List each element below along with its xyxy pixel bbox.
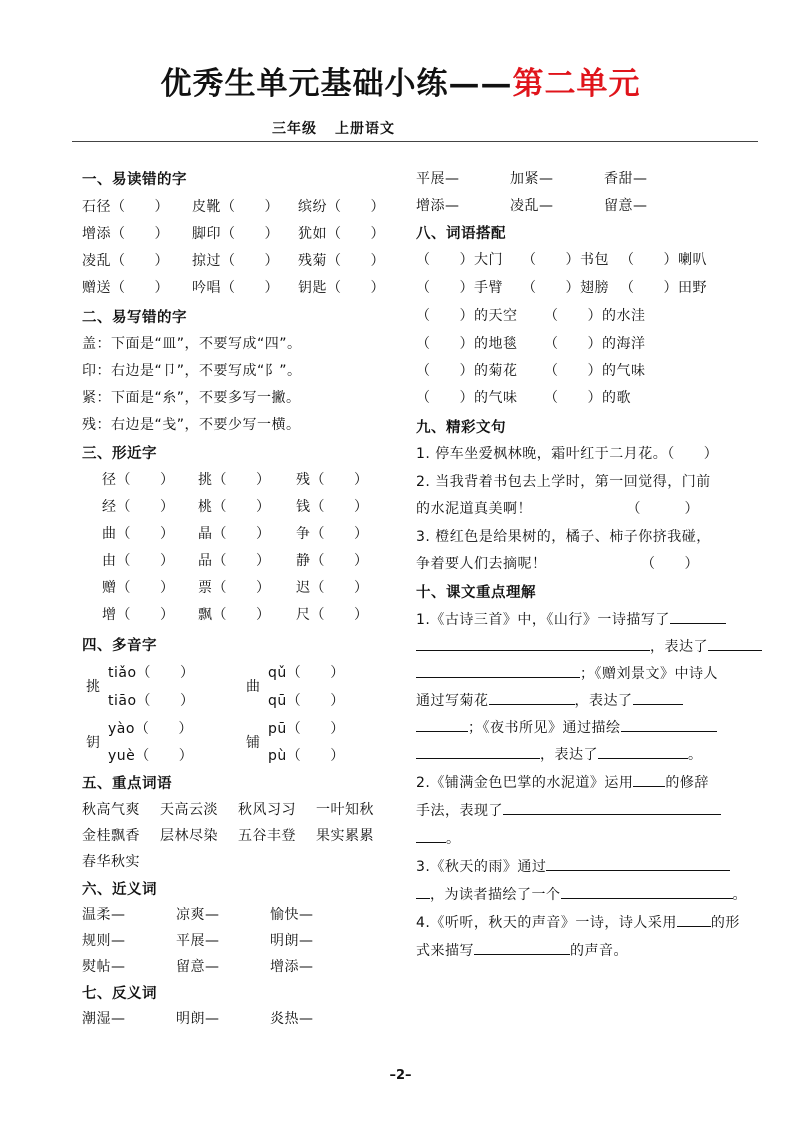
pinyin-item: pù（ ） — [268, 748, 345, 764]
polyphone-char: 钥 — [86, 735, 101, 751]
synonym-item: 增添— — [270, 959, 314, 975]
sentence-line: 2. 当我背着书包去上学时，第一回觉得，门前 — [416, 474, 711, 490]
char-item: 经（ ） — [102, 499, 175, 515]
pinyin-item: pū（ ） — [268, 721, 345, 737]
word-item: 残菊（ ） — [298, 253, 385, 269]
char-item: 桃（ ） — [198, 499, 271, 515]
pinyin-item: qǔ（ ） — [268, 665, 345, 681]
question-line: 手法，表现了 — [416, 800, 721, 820]
question-line: ；《赠刘景文》中诗人 — [416, 663, 718, 683]
sentence-line: 争着要人们去摘呢！ （ ） — [416, 556, 699, 572]
phrase-item: 春华秋实 — [82, 854, 140, 870]
word-item: 赠送（ ） — [82, 280, 169, 296]
question-line: 3.《秋天的雨》通过 — [416, 856, 730, 876]
phrase-item: 秋风习习 — [238, 802, 296, 818]
page-title: 优秀生单元基础小练——第二单元 — [160, 66, 641, 102]
synonym-item: 愉快— — [270, 907, 314, 923]
question-line: 。 — [416, 828, 461, 848]
word-item: 皮靴（ ） — [192, 199, 279, 215]
antonym-item: 增添— — [416, 198, 460, 214]
pinyin-item: yào（ ） — [108, 721, 193, 737]
section-heading: 三、形近字 — [82, 446, 157, 462]
section-heading: 六、近义词 — [82, 882, 157, 898]
collocation-item: （ ）书包 — [522, 252, 609, 268]
question-line: 1.《古诗三首》中，《山行》一诗描写了 — [416, 609, 726, 629]
word-item: 脚印（ ） — [192, 226, 279, 242]
question-line: ，表达了 。 — [416, 744, 703, 764]
phrase-item: 秋高气爽 — [82, 802, 140, 818]
char-item: 增（ ） — [102, 607, 175, 623]
header-divider — [72, 141, 758, 142]
antonym-item: 香甜— — [604, 171, 648, 187]
question-line: 式来描写 的声音。 — [416, 940, 628, 960]
page-number: –2– — [389, 1068, 412, 1083]
section-heading: 一、易读错的字 — [82, 172, 187, 188]
question-line: ，为读者描绘了一个 。 — [416, 884, 747, 904]
question-line: 通过写菊花 ，表达了 — [416, 690, 683, 710]
char-item: 票（ ） — [198, 580, 271, 596]
char-item: 曲（ ） — [102, 526, 175, 542]
word-item: 石径（ ） — [82, 199, 169, 215]
char-item: 迟（ ） — [296, 580, 369, 596]
word-item: 吟唱（ ） — [192, 280, 279, 296]
char-item: 由（ ） — [102, 553, 175, 569]
subject-label: 上册语文 — [335, 121, 395, 137]
polyphone-char: 铺 — [246, 735, 261, 751]
word-item: 犹如（ ） — [298, 226, 385, 242]
polyphone-char: 挑 — [86, 679, 101, 695]
section-heading: 七、反义词 — [82, 986, 157, 1002]
synonym-item: 明朗— — [270, 933, 314, 949]
synonym-item: 熨帖— — [82, 959, 126, 975]
note-line: 残：右边是“戋”，不要少写一横。 — [82, 417, 301, 433]
collocation-item: （ ）喇叭 — [620, 252, 707, 268]
antonym-item: 留意— — [604, 198, 648, 214]
collocation-item: （ ）的地毯 — [416, 336, 518, 352]
phrase-item: 一叶知秋 — [316, 802, 374, 818]
pinyin-item: tiāo（ ） — [108, 693, 195, 709]
word-item: 凌乱（ ） — [82, 253, 169, 269]
char-item: 残（ ） — [296, 472, 369, 488]
char-item: 飘（ ） — [198, 607, 271, 623]
collocation-item: （ ）大门 — [416, 252, 503, 268]
sentence-line: 3. 橙红色是给果树的，橘子、柿子你挤我碰， — [416, 529, 711, 545]
phrase-item: 天高云淡 — [160, 802, 218, 818]
section-heading: 十、课文重点理解 — [416, 585, 536, 601]
word-item: 掠过（ ） — [192, 253, 279, 269]
char-item: 尺（ ） — [296, 607, 369, 623]
question-line: 4.《听听，秋天的声音》一诗，诗人采用 的形 — [416, 912, 740, 932]
phrase-item: 层林尽染 — [160, 828, 218, 844]
phrase-item: 五谷丰登 — [238, 828, 296, 844]
word-item: 钥匙（ ） — [298, 280, 385, 296]
title-highlight: 第二单元 — [512, 66, 641, 102]
section-heading: 五、重点词语 — [82, 776, 172, 792]
phrase-item: 金桂飘香 — [82, 828, 140, 844]
collocation-item: （ ）的菊花 — [416, 363, 518, 379]
synonym-item: 留意— — [176, 959, 220, 975]
phrase-item: 果实累累 — [316, 828, 374, 844]
char-item: 静（ ） — [296, 553, 369, 569]
synonym-item: 温柔— — [82, 907, 126, 923]
pinyin-item: qū（ ） — [268, 693, 345, 709]
question-line: 2.《铺满金色巴掌的水泥道》运用 的修辞 — [416, 772, 709, 792]
synonym-item: 规则— — [82, 933, 126, 949]
note-line: 印：右边是“卩”，不要写成“阝”。 — [82, 363, 302, 379]
question-line: ，表达了 — [416, 636, 762, 656]
note-line: 盖：下面是“皿”，不要写成“四”。 — [82, 336, 302, 352]
antonym-item: 明朗— — [176, 1011, 220, 1027]
collocation-item: （ ）的气味 — [544, 363, 646, 379]
char-item: 赠（ ） — [102, 580, 175, 596]
collocation-item: （ ）田野 — [620, 280, 707, 296]
pinyin-item: tiǎo（ ） — [108, 665, 195, 681]
polyphone-char: 曲 — [246, 679, 261, 695]
word-item: 增添（ ） — [82, 226, 169, 242]
antonym-item: 加紧— — [510, 171, 554, 187]
sentence-line: 的水泥道真美啊！ （ ） — [416, 501, 699, 517]
collocation-item: （ ）翅膀 — [522, 280, 609, 296]
synonym-item: 平展— — [176, 933, 220, 949]
antonym-item: 凌乱— — [510, 198, 554, 214]
collocation-item: （ ）的气味 — [416, 390, 518, 406]
collocation-item: （ ）的歌 — [544, 390, 631, 406]
question-line: ；《夜书所见》通过描绘 — [416, 717, 717, 737]
note-line: 紧：下面是“糸”，不要多写一撇。 — [82, 390, 301, 406]
antonym-item: 潮湿— — [82, 1011, 126, 1027]
collocation-item: （ ）手臂 — [416, 280, 503, 296]
section-heading: 四、多音字 — [82, 638, 157, 654]
section-heading: 八、词语搭配 — [416, 226, 506, 242]
word-item: 缤纷（ ） — [298, 199, 385, 215]
char-item: 径（ ） — [102, 472, 175, 488]
collocation-item: （ ）的海洋 — [544, 336, 646, 352]
section-heading: 九、精彩文句 — [416, 420, 506, 436]
collocation-item: （ ）的天空 — [416, 308, 518, 324]
char-item: 晶（ ） — [198, 526, 271, 542]
pinyin-item: yuè（ ） — [108, 748, 194, 764]
char-item: 争（ ） — [296, 526, 369, 542]
grade-label: 三年级 — [272, 121, 317, 137]
char-item: 品（ ） — [198, 553, 271, 569]
antonym-item: 平展— — [416, 171, 460, 187]
antonym-item: 炎热— — [270, 1011, 314, 1027]
char-item: 钱（ ） — [296, 499, 369, 515]
collocation-item: （ ）的水洼 — [544, 308, 646, 324]
subtitle — [272, 118, 413, 138]
synonym-item: 凉爽— — [176, 907, 220, 923]
char-item: 挑（ ） — [198, 472, 271, 488]
sentence-line: 1. 停车坐爱枫林晚，霜叶红于二月花。（ ） — [416, 446, 719, 462]
section-heading: 二、易写错的字 — [82, 310, 187, 326]
